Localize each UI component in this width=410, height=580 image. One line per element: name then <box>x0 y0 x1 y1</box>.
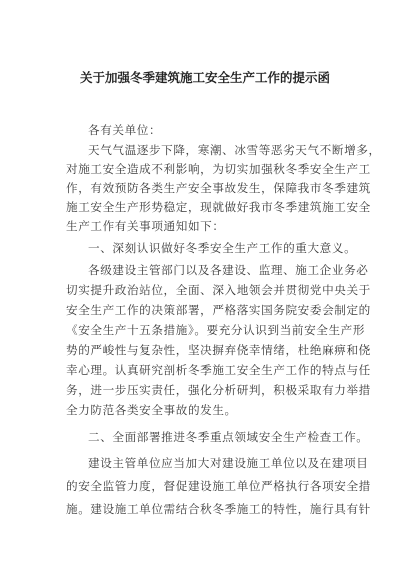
body-line: 施。建设施工单位需结合秋冬季施工的特性，施行具有针 <box>66 502 371 516</box>
body-line: 的安全监管力度，督促建设施工单位严格执行各项安全措 <box>66 479 371 493</box>
body-line: 天气气温逐步下降，寒潮、冰雪等恶劣天气不断增多， <box>88 143 381 157</box>
body-line: 全力防范各类安全事故的发生。 <box>66 403 237 417</box>
body-line: 建设主管单位应当加大对建设施工单位以及在建项目 <box>88 456 369 470</box>
body-line: 生产工作有关事项通知如下： <box>66 219 225 233</box>
body-line: 切实提升政治站位，全面、深入地领会并贯彻党中央关于 <box>66 283 371 297</box>
body-line: 《安全生产十五条措施》。要充分认识到当前安全生产形 <box>66 323 366 337</box>
body-line: 幸心理。认真研究剖析冬季施工安全生产工作的特点与任 <box>66 363 371 377</box>
section-heading: 二、全面部署推进冬季重点领域安全生产检查工作。 <box>88 430 369 444</box>
body-line: 作，有效预防各类生产安全事故发生，保障我市冬季建筑 <box>66 181 371 195</box>
document-title: 关于加强冬季建筑施工安全生产工作的提示函 <box>79 70 330 85</box>
body-line: 各级建设主管部门以及各建设、监理、施工企业务必 <box>88 263 369 277</box>
section-heading: 一、深刻认识做好冬季安全生产工作的重大意义。 <box>88 241 357 255</box>
body-line: 势的严峻性与复杂性，坚决摒弃侥幸情绪，杜绝麻痹和侥 <box>66 343 371 357</box>
body-line: 施工安全生产形势稳定，现就做好我市冬季建筑施工安全 <box>66 200 371 214</box>
body-line: 务，进一步压实责任，强化分析研判，积极采取有力举措 <box>66 383 371 397</box>
salutation: 各有关单位： <box>88 123 162 137</box>
body-line: 对施工安全造成不利影响，为切实加强秋冬季安全生产工 <box>66 162 371 176</box>
body-line: 安全生产工作的决策部署，严格落实国务院安委会制定的 <box>66 303 371 317</box>
